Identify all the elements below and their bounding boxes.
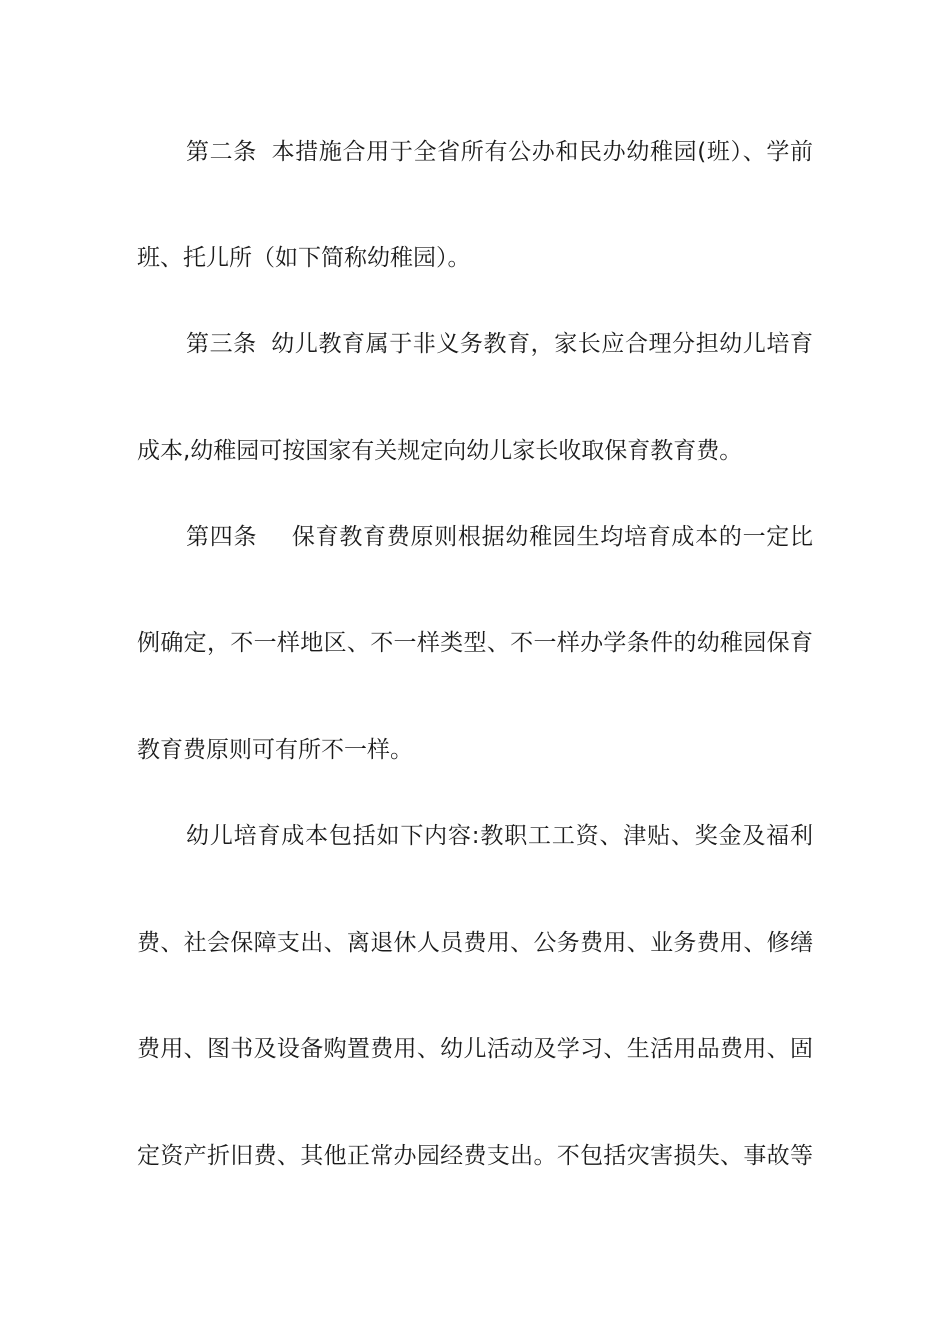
article-number: 第四条 — [186, 524, 258, 550]
article-text: 幼儿教育属于非义务教育，家长应合理分担幼儿培育 — [270, 331, 814, 357]
paragraph-line-9: 费、社会保障支出、离退休人员费用、公务费用、业务费用、修缮 — [137, 930, 813, 956]
paragraph-line-8: 幼儿培育成本包括如下内容:教职工工资、津贴、奖金及福利 — [186, 823, 813, 849]
article-text: 本措施合用于全省所有公办和民办幼稚园(班）、学前 — [270, 139, 813, 165]
paragraph-line-5 — [186, 521, 813, 553]
paragraph-line-3 — [186, 328, 813, 360]
paragraph-line-6: 例确定，不一样地区、不一样类型、不一样办学条件的幼稚园保育 — [137, 630, 813, 656]
paragraph-line-7: 教育费原则可有所不一样。 — [137, 737, 413, 763]
paragraph-line-10: 费用、图书及设备购置费用、幼儿活动及学习、生活用品费用、固 — [137, 1036, 813, 1062]
article-number: 第三条 — [186, 331, 257, 357]
paragraph-line-4: 成本,幼稚园可按国家有关规定向幼儿家长收取保育教育费。 — [137, 438, 743, 464]
paragraph-line-1 — [186, 136, 813, 168]
article-text: 保育教育费原则根据幼稚园生均培育成本的一定比 — [291, 524, 814, 550]
paragraph-line-11: 定资产折旧费、其他正常办园经费支出。不包括灾害损失、事故等 — [137, 1143, 813, 1169]
article-number: 第二条 — [186, 139, 257, 165]
paragraph-line-2: 班、托儿所（如下简称幼稚园）。 — [137, 245, 471, 271]
